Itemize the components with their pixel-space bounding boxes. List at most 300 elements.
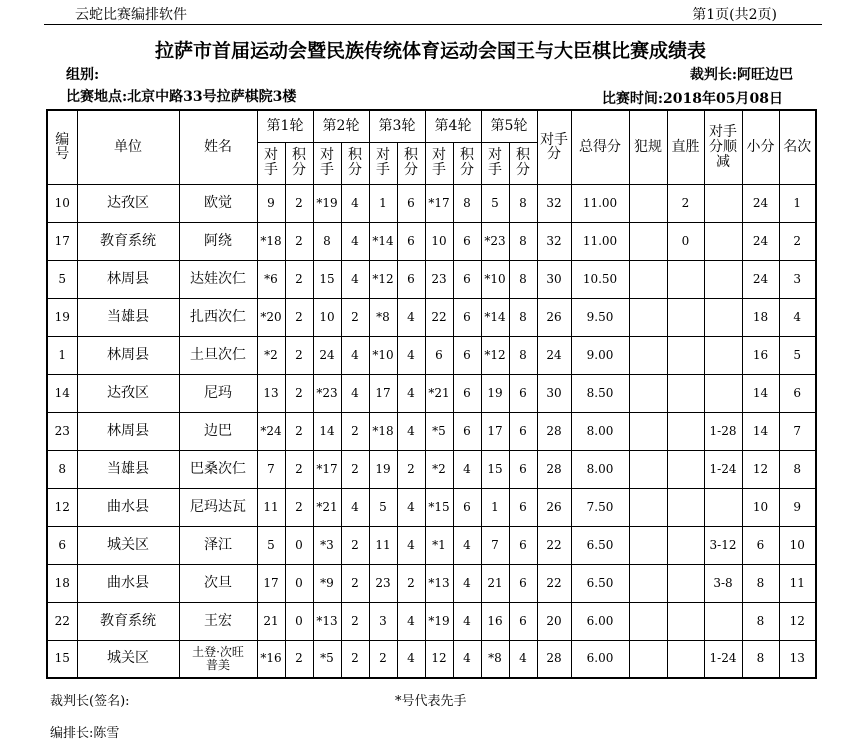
cell-name: 达娃次仁 bbox=[179, 260, 257, 298]
cell-round-3-opponent: 23 bbox=[369, 564, 397, 602]
header-round-3: 第3轮 bbox=[369, 110, 425, 142]
cell-opponent-score: 28 bbox=[537, 412, 571, 450]
cell-opponent-order-minus bbox=[704, 260, 742, 298]
header-round-1: 第1轮 bbox=[257, 110, 313, 142]
cell-round-2-points: 2 bbox=[341, 526, 369, 564]
table-row bbox=[47, 640, 816, 678]
cell-opponent-order-minus: 1-24 bbox=[704, 450, 742, 488]
cell-round-5-opponent: 5 bbox=[481, 184, 509, 222]
cell-round-4-points: 4 bbox=[453, 640, 481, 678]
cell-opponent-order-minus: 3-12 bbox=[704, 526, 742, 564]
cell-round-3-opponent: 2 bbox=[369, 640, 397, 678]
cell-round-3-points: 2 bbox=[397, 450, 425, 488]
cell-unit: 城关区 bbox=[77, 526, 179, 564]
cell-foul bbox=[629, 602, 667, 640]
table-row bbox=[47, 602, 816, 640]
cell-round-2-opponent: 15 bbox=[313, 260, 341, 298]
table-row bbox=[47, 412, 816, 450]
cell-round-1-opponent: 17 bbox=[257, 564, 285, 602]
cell-round-3-opponent: *18 bbox=[369, 412, 397, 450]
cell-rank: 13 bbox=[779, 640, 816, 678]
cell-opponent-score: 32 bbox=[537, 184, 571, 222]
cell-round-4-opponent: 10 bbox=[425, 222, 453, 260]
cell-round-1-points: 0 bbox=[285, 602, 313, 640]
cell-rank: 7 bbox=[779, 412, 816, 450]
cell-round-2-points: 2 bbox=[341, 412, 369, 450]
cell-round-4-points: 6 bbox=[453, 222, 481, 260]
cell-name: 边巴 bbox=[179, 412, 257, 450]
header-rank: 名次 bbox=[779, 110, 816, 184]
cell-opponent-score: 28 bbox=[537, 450, 571, 488]
header-name: 姓名 bbox=[179, 110, 257, 184]
cell-name: 土登·次旺 普美 bbox=[179, 640, 257, 678]
cell-direct-win bbox=[667, 564, 704, 602]
cell-round-2-opponent: 14 bbox=[313, 412, 341, 450]
cell-round-3-opponent: *14 bbox=[369, 222, 397, 260]
cell-round-4-opponent: *19 bbox=[425, 602, 453, 640]
cell-direct-win bbox=[667, 412, 704, 450]
cell-small-score: 24 bbox=[742, 222, 779, 260]
cell-round-2-points: 4 bbox=[341, 374, 369, 412]
cell-round-2-points: 4 bbox=[341, 336, 369, 374]
cell-direct-win bbox=[667, 450, 704, 488]
cell-round-1-opponent: 21 bbox=[257, 602, 285, 640]
header-round-2-points: 积 分 bbox=[341, 142, 369, 184]
cell-foul bbox=[629, 336, 667, 374]
cell-round-4-points: 4 bbox=[453, 526, 481, 564]
cell-round-3-points: 4 bbox=[397, 298, 425, 336]
cell-opponent-score: 22 bbox=[537, 564, 571, 602]
results-table bbox=[46, 109, 817, 679]
cell-round-1-points: 2 bbox=[285, 640, 313, 678]
cell-round-3-points: 6 bbox=[397, 184, 425, 222]
cell-round-4-opponent: 23 bbox=[425, 260, 453, 298]
cell-round-5-points: 6 bbox=[509, 526, 537, 564]
header-round-1-opponent: 对 手 bbox=[257, 142, 285, 184]
cell-rank: 1 bbox=[779, 184, 816, 222]
cell-opponent-order-minus bbox=[704, 336, 742, 374]
cell-round-5-points: 8 bbox=[509, 222, 537, 260]
cell-round-1-opponent: 5 bbox=[257, 526, 285, 564]
cell-rank: 5 bbox=[779, 336, 816, 374]
cell-small-score: 16 bbox=[742, 336, 779, 374]
cell-opponent-order-minus: 3-8 bbox=[704, 564, 742, 602]
cell-round-5-opponent: *14 bbox=[481, 298, 509, 336]
cell-direct-win bbox=[667, 260, 704, 298]
cell-round-2-points: 2 bbox=[341, 602, 369, 640]
document-title: 拉萨市首届运动会暨民族传统体育运动会国王与大臣棋比赛成绩表 bbox=[154, 40, 706, 62]
header-round-4: 第4轮 bbox=[425, 110, 481, 142]
cell-total: 9.50 bbox=[571, 298, 629, 336]
cell-round-3-opponent: 11 bbox=[369, 526, 397, 564]
cell-round-3-points: 4 bbox=[397, 374, 425, 412]
cell-round-1-opponent: *20 bbox=[257, 298, 285, 336]
cell-round-2-points: 4 bbox=[341, 488, 369, 526]
cell-small-score: 8 bbox=[742, 564, 779, 602]
header-round-4-opponent: 对 手 bbox=[425, 142, 453, 184]
cell-total: 6.00 bbox=[571, 640, 629, 678]
cell-round-2-opponent: *3 bbox=[313, 526, 341, 564]
cell-round-5-points: 8 bbox=[509, 260, 537, 298]
cell-total: 6.00 bbox=[571, 602, 629, 640]
cell-round-5-opponent: 1 bbox=[481, 488, 509, 526]
cell-round-3-points: 4 bbox=[397, 336, 425, 374]
cell-no: 15 bbox=[47, 640, 77, 678]
cell-foul bbox=[629, 374, 667, 412]
cell-unit: 当雄县 bbox=[77, 298, 179, 336]
venue: 比赛地点:北京中路33号拉萨棋院3楼 bbox=[66, 89, 297, 105]
cell-round-1-opponent: 13 bbox=[257, 374, 285, 412]
cell-small-score: 10 bbox=[742, 488, 779, 526]
cell-round-2-points: 2 bbox=[341, 564, 369, 602]
cell-round-3-points: 4 bbox=[397, 640, 425, 678]
cell-round-2-opponent: *17 bbox=[313, 450, 341, 488]
cell-total: 11.00 bbox=[571, 184, 629, 222]
cell-opponent-order-minus bbox=[704, 602, 742, 640]
cell-round-5-opponent: 7 bbox=[481, 526, 509, 564]
cell-round-5-points: 8 bbox=[509, 336, 537, 374]
cell-round-2-opponent: 24 bbox=[313, 336, 341, 374]
cell-round-1-opponent: *16 bbox=[257, 640, 285, 678]
chief-judge: 裁判长:阿旺边巴 bbox=[689, 67, 793, 83]
table-row bbox=[47, 336, 816, 374]
cell-round-5-opponent: *8 bbox=[481, 640, 509, 678]
cell-round-3-points: 4 bbox=[397, 488, 425, 526]
cell-direct-win: 2 bbox=[667, 184, 704, 222]
cell-foul bbox=[629, 222, 667, 260]
cell-round-5-opponent: 21 bbox=[481, 564, 509, 602]
cell-direct-win bbox=[667, 374, 704, 412]
cell-round-4-opponent: 12 bbox=[425, 640, 453, 678]
match-date: 比赛时间:2018年05月08日 bbox=[601, 91, 783, 107]
cell-round-2-opponent: 8 bbox=[313, 222, 341, 260]
cell-name: 土旦次仁 bbox=[179, 336, 257, 374]
cell-unit: 城关区 bbox=[77, 640, 179, 678]
cell-round-3-points: 2 bbox=[397, 564, 425, 602]
header-round-5-opponent: 对 手 bbox=[481, 142, 509, 184]
cell-round-3-points: 4 bbox=[397, 412, 425, 450]
cell-no: 17 bbox=[47, 222, 77, 260]
cell-round-4-opponent: *13 bbox=[425, 564, 453, 602]
cell-round-1-points: 2 bbox=[285, 412, 313, 450]
cell-unit: 曲水县 bbox=[77, 564, 179, 602]
table-row bbox=[47, 374, 816, 412]
header-round-4-points: 积 分 bbox=[453, 142, 481, 184]
cell-foul bbox=[629, 488, 667, 526]
cell-round-3-opponent: 3 bbox=[369, 602, 397, 640]
cell-direct-win bbox=[667, 526, 704, 564]
cell-name: 次旦 bbox=[179, 564, 257, 602]
header-total: 总得分 bbox=[571, 110, 629, 184]
cell-opponent-order-minus: 1-24 bbox=[704, 640, 742, 678]
cell-unit: 曲水县 bbox=[77, 488, 179, 526]
cell-rank: 10 bbox=[779, 526, 816, 564]
cell-round-5-points: 8 bbox=[509, 298, 537, 336]
cell-round-3-opponent: *8 bbox=[369, 298, 397, 336]
cell-foul bbox=[629, 184, 667, 222]
cell-round-2-points: 2 bbox=[341, 450, 369, 488]
cell-round-2-points: 4 bbox=[341, 184, 369, 222]
cell-opponent-score: 20 bbox=[537, 602, 571, 640]
table-row bbox=[47, 450, 816, 488]
header-round-2: 第2轮 bbox=[313, 110, 369, 142]
header-opponent-score: 对手 分 bbox=[537, 110, 571, 184]
cell-opponent-order-minus bbox=[704, 184, 742, 222]
cell-total: 8.00 bbox=[571, 450, 629, 488]
cell-name: 尼玛 bbox=[179, 374, 257, 412]
cell-foul bbox=[629, 640, 667, 678]
cell-round-3-points: 6 bbox=[397, 260, 425, 298]
cell-opponent-score: 26 bbox=[537, 488, 571, 526]
cell-name: 阿绕 bbox=[179, 222, 257, 260]
cell-round-1-opponent: *2 bbox=[257, 336, 285, 374]
cell-total: 6.50 bbox=[571, 564, 629, 602]
cell-name: 泽江 bbox=[179, 526, 257, 564]
cell-round-5-points: 8 bbox=[509, 184, 537, 222]
cell-round-1-points: 2 bbox=[285, 336, 313, 374]
cell-small-score: 14 bbox=[742, 374, 779, 412]
cell-opponent-score: 24 bbox=[537, 336, 571, 374]
header-divider bbox=[44, 24, 822, 25]
cell-round-4-opponent: *21 bbox=[425, 374, 453, 412]
cell-round-4-opponent: *5 bbox=[425, 412, 453, 450]
cell-no: 12 bbox=[47, 488, 77, 526]
cell-round-4-opponent: 22 bbox=[425, 298, 453, 336]
cell-name: 巴桑次仁 bbox=[179, 450, 257, 488]
cell-round-4-points: 4 bbox=[453, 602, 481, 640]
cell-round-4-opponent: *1 bbox=[425, 526, 453, 564]
cell-opponent-order-minus bbox=[704, 298, 742, 336]
software-name: 云蛇比赛编排软件 bbox=[75, 7, 187, 23]
cell-round-1-points: 2 bbox=[285, 184, 313, 222]
cell-round-2-opponent: 10 bbox=[313, 298, 341, 336]
cell-no: 14 bbox=[47, 374, 77, 412]
cell-round-1-opponent: 11 bbox=[257, 488, 285, 526]
cell-round-5-points: 6 bbox=[509, 602, 537, 640]
cell-unit: 当雄县 bbox=[77, 450, 179, 488]
header-round-5-points: 积 分 bbox=[509, 142, 537, 184]
cell-round-3-opponent: 19 bbox=[369, 450, 397, 488]
cell-round-4-points: 6 bbox=[453, 374, 481, 412]
cell-total: 8.00 bbox=[571, 412, 629, 450]
cell-total: 8.50 bbox=[571, 374, 629, 412]
header-round-3-opponent: 对 手 bbox=[369, 142, 397, 184]
cell-round-4-opponent: 6 bbox=[425, 336, 453, 374]
table-row bbox=[47, 260, 816, 298]
cell-no: 6 bbox=[47, 526, 77, 564]
cell-round-1-opponent: *24 bbox=[257, 412, 285, 450]
cell-round-4-points: 8 bbox=[453, 184, 481, 222]
cell-direct-win bbox=[667, 336, 704, 374]
cell-round-1-points: 2 bbox=[285, 488, 313, 526]
cell-small-score: 8 bbox=[742, 602, 779, 640]
cell-small-score: 18 bbox=[742, 298, 779, 336]
cell-round-3-opponent: *10 bbox=[369, 336, 397, 374]
cell-round-1-points: 2 bbox=[285, 260, 313, 298]
cell-round-1-opponent: 9 bbox=[257, 184, 285, 222]
cell-round-5-opponent: *12 bbox=[481, 336, 509, 374]
cell-round-1-points: 2 bbox=[285, 298, 313, 336]
cell-round-5-opponent: 19 bbox=[481, 374, 509, 412]
cell-name: 王宏 bbox=[179, 602, 257, 640]
cell-unit: 达孜区 bbox=[77, 374, 179, 412]
cell-round-5-opponent: *10 bbox=[481, 260, 509, 298]
cell-opponent-score: 30 bbox=[537, 374, 571, 412]
cell-round-1-opponent: 7 bbox=[257, 450, 285, 488]
header-direct-win: 直胜 bbox=[667, 110, 704, 184]
cell-round-2-opponent: *9 bbox=[313, 564, 341, 602]
cell-no: 8 bbox=[47, 450, 77, 488]
cell-round-2-points: 4 bbox=[341, 260, 369, 298]
cell-foul bbox=[629, 526, 667, 564]
cell-round-5-points: 6 bbox=[509, 450, 537, 488]
cell-round-4-points: 6 bbox=[453, 488, 481, 526]
cell-total: 10.50 bbox=[571, 260, 629, 298]
header-round-2-opponent: 对 手 bbox=[313, 142, 341, 184]
cell-no: 5 bbox=[47, 260, 77, 298]
first-move-note: *号代表先手 bbox=[395, 694, 467, 709]
header-small-score: 小分 bbox=[742, 110, 779, 184]
header-round-5: 第5轮 bbox=[481, 110, 537, 142]
cell-direct-win bbox=[667, 640, 704, 678]
cell-round-2-opponent: *5 bbox=[313, 640, 341, 678]
page-indicator: 第1页(共2页) bbox=[692, 7, 777, 23]
cell-no: 1 bbox=[47, 336, 77, 374]
cell-round-4-opponent: *17 bbox=[425, 184, 453, 222]
cell-unit: 林周县 bbox=[77, 412, 179, 450]
cell-total: 11.00 bbox=[571, 222, 629, 260]
cell-rank: 8 bbox=[779, 450, 816, 488]
header-no: 编 号 bbox=[47, 110, 77, 184]
cell-round-3-points: 4 bbox=[397, 526, 425, 564]
cell-direct-win: 0 bbox=[667, 222, 704, 260]
cell-rank: 4 bbox=[779, 298, 816, 336]
cell-rank: 12 bbox=[779, 602, 816, 640]
chief-judge-signature: 裁判长(签名): bbox=[50, 694, 130, 709]
cell-small-score: 24 bbox=[742, 184, 779, 222]
cell-opponent-order-minus bbox=[704, 488, 742, 526]
header-opponent-order-minus: 对手 分顺 减 bbox=[704, 110, 742, 184]
cell-round-1-points: 0 bbox=[285, 526, 313, 564]
cell-round-2-opponent: *13 bbox=[313, 602, 341, 640]
cell-round-5-points: 6 bbox=[509, 564, 537, 602]
cell-round-1-points: 0 bbox=[285, 564, 313, 602]
cell-round-3-points: 4 bbox=[397, 602, 425, 640]
cell-rank: 2 bbox=[779, 222, 816, 260]
cell-opponent-order-minus bbox=[704, 374, 742, 412]
cell-round-1-points: 2 bbox=[285, 374, 313, 412]
cell-round-4-opponent: *2 bbox=[425, 450, 453, 488]
cell-opponent-order-minus: 1-28 bbox=[704, 412, 742, 450]
table-row bbox=[47, 488, 816, 526]
cell-direct-win bbox=[667, 298, 704, 336]
cell-rank: 6 bbox=[779, 374, 816, 412]
cell-small-score: 6 bbox=[742, 526, 779, 564]
cell-foul bbox=[629, 298, 667, 336]
cell-unit: 林周县 bbox=[77, 336, 179, 374]
cell-round-2-points: 4 bbox=[341, 222, 369, 260]
cell-round-5-points: 4 bbox=[509, 640, 537, 678]
cell-round-5-points: 6 bbox=[509, 412, 537, 450]
cell-round-2-opponent: *23 bbox=[313, 374, 341, 412]
cell-round-4-points: 4 bbox=[453, 564, 481, 602]
cell-round-3-opponent: 17 bbox=[369, 374, 397, 412]
cell-round-2-opponent: *19 bbox=[313, 184, 341, 222]
cell-round-3-points: 6 bbox=[397, 222, 425, 260]
cell-unit: 教育系统 bbox=[77, 222, 179, 260]
header-round-3-points: 积 分 bbox=[397, 142, 425, 184]
cell-round-4-points: 6 bbox=[453, 260, 481, 298]
cell-opponent-score: 26 bbox=[537, 298, 571, 336]
cell-small-score: 24 bbox=[742, 260, 779, 298]
cell-rank: 11 bbox=[779, 564, 816, 602]
cell-rank: 9 bbox=[779, 488, 816, 526]
cell-round-5-points: 6 bbox=[509, 374, 537, 412]
cell-no: 19 bbox=[47, 298, 77, 336]
cell-round-4-points: 6 bbox=[453, 336, 481, 374]
cell-name: 扎西次仁 bbox=[179, 298, 257, 336]
cell-small-score: 8 bbox=[742, 640, 779, 678]
table-row bbox=[47, 564, 816, 602]
cell-foul bbox=[629, 564, 667, 602]
cell-round-1-opponent: *18 bbox=[257, 222, 285, 260]
header-round-1-points: 积 分 bbox=[285, 142, 313, 184]
table-row bbox=[47, 298, 816, 336]
cell-total: 9.00 bbox=[571, 336, 629, 374]
cell-no: 23 bbox=[47, 412, 77, 450]
cell-name: 欧觉 bbox=[179, 184, 257, 222]
cell-round-3-opponent: 1 bbox=[369, 184, 397, 222]
cell-unit: 林周县 bbox=[77, 260, 179, 298]
header-unit: 单位 bbox=[77, 110, 179, 184]
cell-opponent-order-minus bbox=[704, 222, 742, 260]
cell-round-2-points: 2 bbox=[341, 298, 369, 336]
table-row bbox=[47, 184, 816, 222]
cell-round-1-points: 2 bbox=[285, 222, 313, 260]
cell-unit: 教育系统 bbox=[77, 602, 179, 640]
cell-direct-win bbox=[667, 602, 704, 640]
cell-unit: 达孜区 bbox=[77, 184, 179, 222]
cell-round-3-opponent: 5 bbox=[369, 488, 397, 526]
cell-no: 22 bbox=[47, 602, 77, 640]
cell-rank: 3 bbox=[779, 260, 816, 298]
cell-no: 10 bbox=[47, 184, 77, 222]
cell-round-1-points: 2 bbox=[285, 450, 313, 488]
cell-direct-win bbox=[667, 488, 704, 526]
table-row bbox=[47, 526, 816, 564]
cell-foul bbox=[629, 450, 667, 488]
cell-round-1-opponent: *6 bbox=[257, 260, 285, 298]
cell-round-5-opponent: 17 bbox=[481, 412, 509, 450]
cell-round-5-opponent: 16 bbox=[481, 602, 509, 640]
table-row bbox=[47, 222, 816, 260]
cell-total: 6.50 bbox=[571, 526, 629, 564]
cell-round-5-opponent: 15 bbox=[481, 450, 509, 488]
group-label: 组别: bbox=[66, 67, 100, 83]
cell-foul bbox=[629, 260, 667, 298]
cell-small-score: 14 bbox=[742, 412, 779, 450]
cell-opponent-score: 30 bbox=[537, 260, 571, 298]
arranger: 编排长:陈雪 bbox=[50, 726, 120, 741]
cell-round-4-points: 4 bbox=[453, 450, 481, 488]
cell-round-4-points: 6 bbox=[453, 298, 481, 336]
cell-no: 18 bbox=[47, 564, 77, 602]
cell-small-score: 12 bbox=[742, 450, 779, 488]
cell-round-4-opponent: *15 bbox=[425, 488, 453, 526]
cell-total: 7.50 bbox=[571, 488, 629, 526]
cell-foul bbox=[629, 412, 667, 450]
cell-round-3-opponent: *12 bbox=[369, 260, 397, 298]
